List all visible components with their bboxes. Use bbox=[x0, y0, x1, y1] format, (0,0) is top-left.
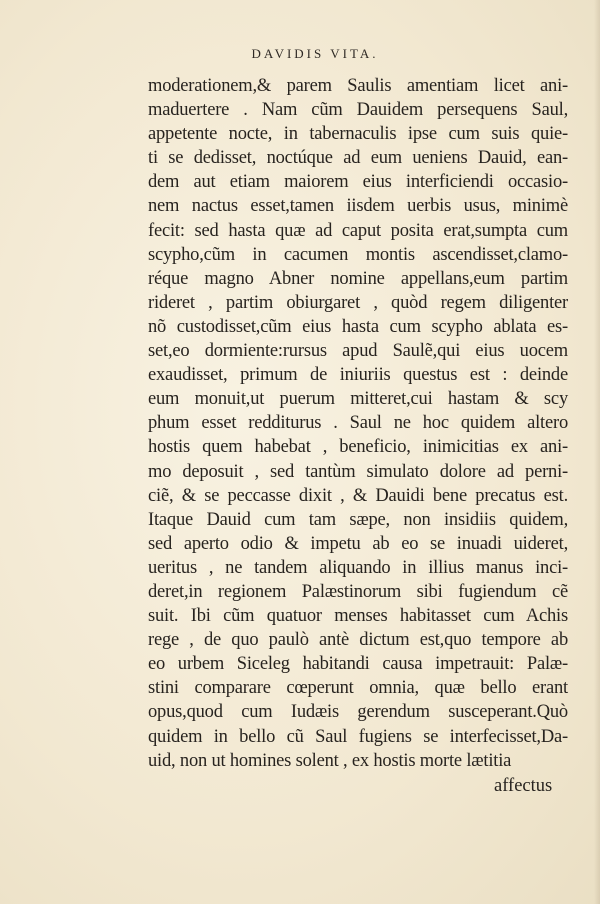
text-line: appetente nocte, in tabernaculis ipse cum suis quie- bbox=[148, 124, 568, 145]
text-line: ueritus , ne tandem aliquando in illius manus inci- bbox=[148, 557, 568, 578]
text-line: réque magno Abner nomine appellans,eum partim bbox=[148, 268, 568, 289]
text-line: moderationem,& parem Saulis amentiam licet ani- bbox=[148, 76, 568, 96]
body-text bbox=[148, 74, 568, 773]
text-line: phum esset redditurus . Saul ne hoc quidem altero bbox=[148, 413, 568, 434]
text-line: suit. Ibi cũm quatuor menses habitasset cum Achis bbox=[148, 606, 568, 627]
text-line: stini comparare cœperunt omnia, quæ bello erant bbox=[148, 678, 568, 699]
text-line: sed aperto odio & impetu ab eo se inuadi uideret, bbox=[148, 533, 568, 554]
text-line: ciẽ, & se peccasse dixit , & Dauidi bene precatus est. bbox=[148, 485, 568, 506]
text-line: nõ custodisset,cũm eius hasta cum scypho ablata es- bbox=[148, 316, 568, 337]
text-line: fecit: sed hasta quæ ad caput posita erat,sumpta cum bbox=[148, 220, 568, 241]
text-line: set,eo dormiente:rursus apud Saulẽ,qui eius uocem bbox=[148, 341, 568, 362]
catchword: affectus bbox=[494, 776, 553, 796]
text-line: scypho,cũm in cacumen montis ascendisset,clamo- bbox=[148, 244, 568, 265]
text-line: mo deposuit , sed tantùm simulato dolore ad perni- bbox=[148, 461, 568, 482]
text-line: hostis quem habebat , beneficio, inimicitias ex ani- bbox=[148, 437, 568, 458]
text-line: exaudisset, primum de iniuriis questus est : deinde bbox=[148, 365, 568, 386]
text-line: deret,in regionem Palæstinorum sibi fugiendum cẽ bbox=[148, 581, 568, 602]
running-head: DAVIDIS VITA. bbox=[251, 46, 379, 61]
text-line: dem aut etiam maiorem eius interficiendi occasio- bbox=[148, 172, 568, 193]
text-line: maduertere . Nam cũm Dauidem persequens Saul, bbox=[148, 100, 568, 121]
text-line: ti se dedisset, noctúque ad eum ueniens Dauid, ean- bbox=[148, 148, 568, 169]
text-line: nem nactus esset,tamen iisdem uerbis usus, minimè bbox=[148, 196, 568, 217]
page-edge-shadow bbox=[594, 0, 600, 904]
text-line: rideret , partim obiurgaret , quòd regem diligenter bbox=[148, 292, 568, 313]
text-line: eum monuit,ut puerum mitteret,cui hastam & scy bbox=[148, 389, 568, 410]
text-line: rege , de quo paulò antè dictum est,quo tempore ab bbox=[148, 630, 568, 651]
text-line: quidem in bello cũ Saul fugiens se interfecisset,Da- bbox=[148, 726, 568, 747]
text-line: opus,quod cum Iudæis gerendum susceperant.Quò bbox=[148, 702, 568, 723]
text-line: eo urbem Siceleg habitandi causa impetrauit: Palæ- bbox=[148, 654, 568, 675]
text-line: Itaque Dauid cum tam sæpe, non insidiis quidem, bbox=[148, 509, 568, 530]
text-line: uid, non ut homines solent , ex hostis morte lætitia bbox=[148, 750, 512, 771]
